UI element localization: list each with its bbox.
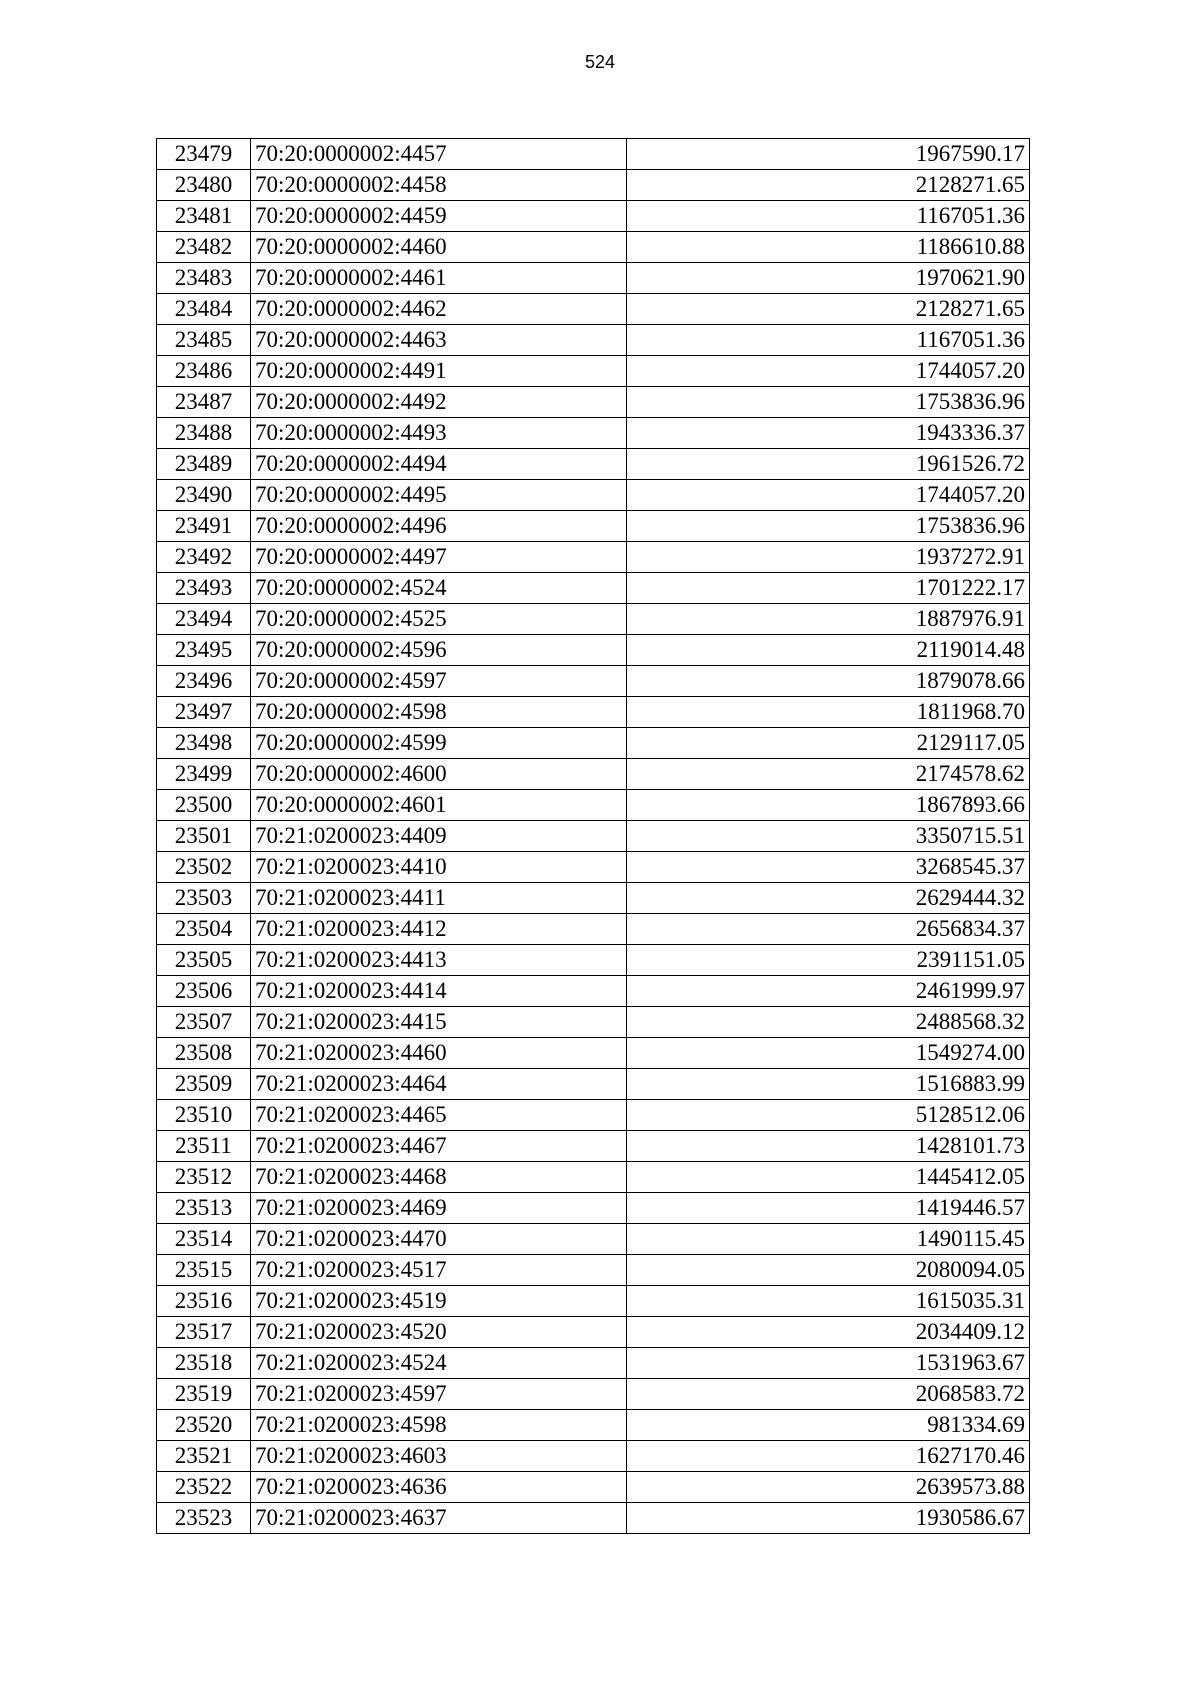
table-row <box>157 666 1030 697</box>
cadastral-value-cell: 2639573.88 <box>627 1472 1030 1503</box>
table-row <box>157 883 1030 914</box>
row-number-cell: 23521 <box>157 1441 251 1472</box>
row-number-cell: 23495 <box>157 635 251 666</box>
table-row <box>157 1069 1030 1100</box>
cadastral-value-cell: 1419446.57 <box>627 1193 1030 1224</box>
cadastral-number-cell: 70:20:0000002:4492 <box>251 387 627 418</box>
row-number-cell: 23511 <box>157 1131 251 1162</box>
cadastral-number-cell: 70:20:0000002:4491 <box>251 356 627 387</box>
cadastral-number-cell: 70:21:0200023:4412 <box>251 914 627 945</box>
row-number-cell: 23512 <box>157 1162 251 1193</box>
table-row <box>157 1100 1030 1131</box>
cadastral-value-cell: 2034409.12 <box>627 1317 1030 1348</box>
row-number-cell: 23486 <box>157 356 251 387</box>
cadastral-value-cell: 1887976.91 <box>627 604 1030 635</box>
cadastral-number-cell: 70:21:0200023:4409 <box>251 821 627 852</box>
cadastral-value-cell: 1167051.36 <box>627 201 1030 232</box>
cadastral-value-cell: 2488568.32 <box>627 1007 1030 1038</box>
cadastral-value-cell: 1744057.20 <box>627 480 1030 511</box>
cadastral-number-cell: 70:20:0000002:4493 <box>251 418 627 449</box>
table-row <box>157 1286 1030 1317</box>
row-number-cell: 23513 <box>157 1193 251 1224</box>
table-row <box>157 480 1030 511</box>
cadastral-value-cell: 3268545.37 <box>627 852 1030 883</box>
cadastral-number-cell: 70:21:0200023:4520 <box>251 1317 627 1348</box>
table-row <box>157 573 1030 604</box>
row-number-cell: 23485 <box>157 325 251 356</box>
table-row <box>157 1038 1030 1069</box>
cadastral-number-cell: 70:21:0200023:4603 <box>251 1441 627 1472</box>
cadastral-value-cell: 1445412.05 <box>627 1162 1030 1193</box>
cadastral-value-cell: 1937272.91 <box>627 542 1030 573</box>
row-number-cell: 23488 <box>157 418 251 449</box>
cadastral-value-cell: 1701222.17 <box>627 573 1030 604</box>
cadastral-number-cell: 70:20:0000002:4463 <box>251 325 627 356</box>
table-row <box>157 790 1030 821</box>
cadastral-number-cell: 70:20:0000002:4459 <box>251 201 627 232</box>
cadastral-value-cell: 2128271.65 <box>627 170 1030 201</box>
row-number-cell: 23508 <box>157 1038 251 1069</box>
row-number-cell: 23522 <box>157 1472 251 1503</box>
table-row <box>157 201 1030 232</box>
table-row <box>157 1007 1030 1038</box>
cadastral-value-cell: 2080094.05 <box>627 1255 1030 1286</box>
cadastral-value-cell: 1744057.20 <box>627 356 1030 387</box>
cadastral-value-table <box>156 138 1030 1534</box>
cadastral-value-cell: 2656834.37 <box>627 914 1030 945</box>
table-row <box>157 1503 1030 1534</box>
cadastral-number-cell: 70:21:0200023:4413 <box>251 945 627 976</box>
row-number-cell: 23514 <box>157 1224 251 1255</box>
row-number-cell: 23515 <box>157 1255 251 1286</box>
table-row <box>157 604 1030 635</box>
cadastral-value-cell: 1753836.96 <box>627 387 1030 418</box>
row-number-cell: 23494 <box>157 604 251 635</box>
table-row <box>157 418 1030 449</box>
row-number-cell: 23484 <box>157 294 251 325</box>
cadastral-number-cell: 70:20:0000002:4495 <box>251 480 627 511</box>
row-number-cell: 23501 <box>157 821 251 852</box>
row-number-cell: 23479 <box>157 139 251 170</box>
row-number-cell: 23519 <box>157 1379 251 1410</box>
table-row <box>157 1162 1030 1193</box>
table-row <box>157 294 1030 325</box>
cadastral-value-cell: 2461999.97 <box>627 976 1030 1007</box>
cadastral-number-cell: 70:21:0200023:4410 <box>251 852 627 883</box>
table-row <box>157 1317 1030 1348</box>
cadastral-number-cell: 70:21:0200023:4519 <box>251 1286 627 1317</box>
cadastral-number-cell: 70:21:0200023:4517 <box>251 1255 627 1286</box>
table-row <box>157 1472 1030 1503</box>
row-number-cell: 23506 <box>157 976 251 1007</box>
cadastral-value-cell: 2119014.48 <box>627 635 1030 666</box>
cadastral-number-cell: 70:21:0200023:4524 <box>251 1348 627 1379</box>
row-number-cell: 23492 <box>157 542 251 573</box>
cadastral-number-cell: 70:21:0200023:4460 <box>251 1038 627 1069</box>
cadastral-value-cell: 1167051.36 <box>627 325 1030 356</box>
table-row <box>157 511 1030 542</box>
cadastral-number-cell: 70:21:0200023:4465 <box>251 1100 627 1131</box>
cadastral-value-cell: 1867893.66 <box>627 790 1030 821</box>
row-number-cell: 23493 <box>157 573 251 604</box>
row-number-cell: 23509 <box>157 1069 251 1100</box>
cadastral-value-cell: 1961526.72 <box>627 449 1030 480</box>
cadastral-value-cell: 1549274.00 <box>627 1038 1030 1069</box>
row-number-cell: 23500 <box>157 790 251 821</box>
cadastral-value-cell: 1615035.31 <box>627 1286 1030 1317</box>
row-number-cell: 23490 <box>157 480 251 511</box>
table-row <box>157 170 1030 201</box>
cadastral-value-cell: 2129117.05 <box>627 728 1030 759</box>
cadastral-number-cell: 70:21:0200023:4469 <box>251 1193 627 1224</box>
table-row <box>157 139 1030 170</box>
cadastral-value-cell: 3350715.51 <box>627 821 1030 852</box>
table-row <box>157 449 1030 480</box>
cadastral-value-cell: 1879078.66 <box>627 666 1030 697</box>
table-row <box>157 356 1030 387</box>
table-body <box>157 139 1030 1534</box>
cadastral-number-cell: 70:20:0000002:4458 <box>251 170 627 201</box>
row-number-cell: 23481 <box>157 201 251 232</box>
row-number-cell: 23499 <box>157 759 251 790</box>
table-row <box>157 852 1030 883</box>
cadastral-value-cell: 2068583.72 <box>627 1379 1030 1410</box>
table-row <box>157 232 1030 263</box>
cadastral-value-cell: 2128271.65 <box>627 294 1030 325</box>
cadastral-number-cell: 70:21:0200023:4415 <box>251 1007 627 1038</box>
cadastral-value-cell: 981334.69 <box>627 1410 1030 1441</box>
cadastral-value-cell: 1531963.67 <box>627 1348 1030 1379</box>
cadastral-value-cell: 5128512.06 <box>627 1100 1030 1131</box>
cadastral-value-cell: 2629444.32 <box>627 883 1030 914</box>
row-number-cell: 23505 <box>157 945 251 976</box>
table-row <box>157 1379 1030 1410</box>
table-row <box>157 759 1030 790</box>
row-number-cell: 23482 <box>157 232 251 263</box>
cadastral-number-cell: 70:21:0200023:4637 <box>251 1503 627 1534</box>
row-number-cell: 23516 <box>157 1286 251 1317</box>
cadastral-number-cell: 70:20:0000002:4599 <box>251 728 627 759</box>
table-row <box>157 1441 1030 1472</box>
row-number-cell: 23523 <box>157 1503 251 1534</box>
cadastral-number-cell: 70:20:0000002:4597 <box>251 666 627 697</box>
table-row <box>157 728 1030 759</box>
cadastral-number-cell: 70:20:0000002:4598 <box>251 697 627 728</box>
row-number-cell: 23503 <box>157 883 251 914</box>
cadastral-number-cell: 70:20:0000002:4600 <box>251 759 627 790</box>
cadastral-number-cell: 70:21:0200023:4468 <box>251 1162 627 1193</box>
cadastral-number-cell: 70:21:0200023:4414 <box>251 976 627 1007</box>
cadastral-value-cell: 1970621.90 <box>627 263 1030 294</box>
cadastral-number-cell: 70:21:0200023:4597 <box>251 1379 627 1410</box>
cadastral-number-cell: 70:20:0000002:4525 <box>251 604 627 635</box>
row-number-cell: 23496 <box>157 666 251 697</box>
cadastral-value-cell: 1490115.45 <box>627 1224 1030 1255</box>
row-number-cell: 23497 <box>157 697 251 728</box>
cadastral-value-cell: 1967590.17 <box>627 139 1030 170</box>
cadastral-number-cell: 70:20:0000002:4524 <box>251 573 627 604</box>
cadastral-number-cell: 70:20:0000002:4462 <box>251 294 627 325</box>
row-number-cell: 23491 <box>157 511 251 542</box>
cadastral-value-cell: 1943336.37 <box>627 418 1030 449</box>
cadastral-value-cell: 1428101.73 <box>627 1131 1030 1162</box>
table-row <box>157 914 1030 945</box>
cadastral-value-cell: 1753836.96 <box>627 511 1030 542</box>
cadastral-number-cell: 70:20:0000002:4494 <box>251 449 627 480</box>
table-row <box>157 976 1030 1007</box>
cadastral-value-cell: 1516883.99 <box>627 1069 1030 1100</box>
cadastral-value-cell: 2391151.05 <box>627 945 1030 976</box>
table-row <box>157 325 1030 356</box>
cadastral-value-cell: 2174578.62 <box>627 759 1030 790</box>
table-row <box>157 1410 1030 1441</box>
table-row <box>157 542 1030 573</box>
cadastral-value-cell: 1811968.70 <box>627 697 1030 728</box>
cadastral-number-cell: 70:20:0000002:4497 <box>251 542 627 573</box>
cadastral-number-cell: 70:20:0000002:4496 <box>251 511 627 542</box>
cadastral-number-cell: 70:21:0200023:4636 <box>251 1472 627 1503</box>
table-row <box>157 821 1030 852</box>
cadastral-number-cell: 70:21:0200023:4467 <box>251 1131 627 1162</box>
table-row <box>157 1348 1030 1379</box>
cadastral-value-cell: 1930586.67 <box>627 1503 1030 1534</box>
row-number-cell: 23487 <box>157 387 251 418</box>
cadastral-value-cell: 1627170.46 <box>627 1441 1030 1472</box>
table-row <box>157 1224 1030 1255</box>
row-number-cell: 23510 <box>157 1100 251 1131</box>
table-row <box>157 945 1030 976</box>
table-row <box>157 263 1030 294</box>
row-number-cell: 23502 <box>157 852 251 883</box>
page-number: 524 <box>584 52 616 72</box>
row-number-cell: 23504 <box>157 914 251 945</box>
table-row <box>157 387 1030 418</box>
cadastral-value-cell: 1186610.88 <box>627 232 1030 263</box>
row-number-cell: 23489 <box>157 449 251 480</box>
table-row <box>157 1193 1030 1224</box>
row-number-cell: 23480 <box>157 170 251 201</box>
cadastral-number-cell: 70:20:0000002:4601 <box>251 790 627 821</box>
row-number-cell: 23507 <box>157 1007 251 1038</box>
cadastral-number-cell: 70:21:0200023:4464 <box>251 1069 627 1100</box>
cadastral-number-cell: 70:20:0000002:4596 <box>251 635 627 666</box>
row-number-cell: 23520 <box>157 1410 251 1441</box>
cadastral-number-cell: 70:20:0000002:4461 <box>251 263 627 294</box>
table-row <box>157 1255 1030 1286</box>
row-number-cell: 23518 <box>157 1348 251 1379</box>
cadastral-number-cell: 70:21:0200023:4411 <box>251 883 627 914</box>
cadastral-number-cell: 70:21:0200023:4470 <box>251 1224 627 1255</box>
cadastral-number-cell: 70:20:0000002:4457 <box>251 139 627 170</box>
table-row <box>157 635 1030 666</box>
cadastral-number-cell: 70:20:0000002:4460 <box>251 232 627 263</box>
table-row <box>157 1131 1030 1162</box>
cadastral-number-cell: 70:21:0200023:4598 <box>251 1410 627 1441</box>
table-row <box>157 697 1030 728</box>
row-number-cell: 23483 <box>157 263 251 294</box>
row-number-cell: 23498 <box>157 728 251 759</box>
row-number-cell: 23517 <box>157 1317 251 1348</box>
